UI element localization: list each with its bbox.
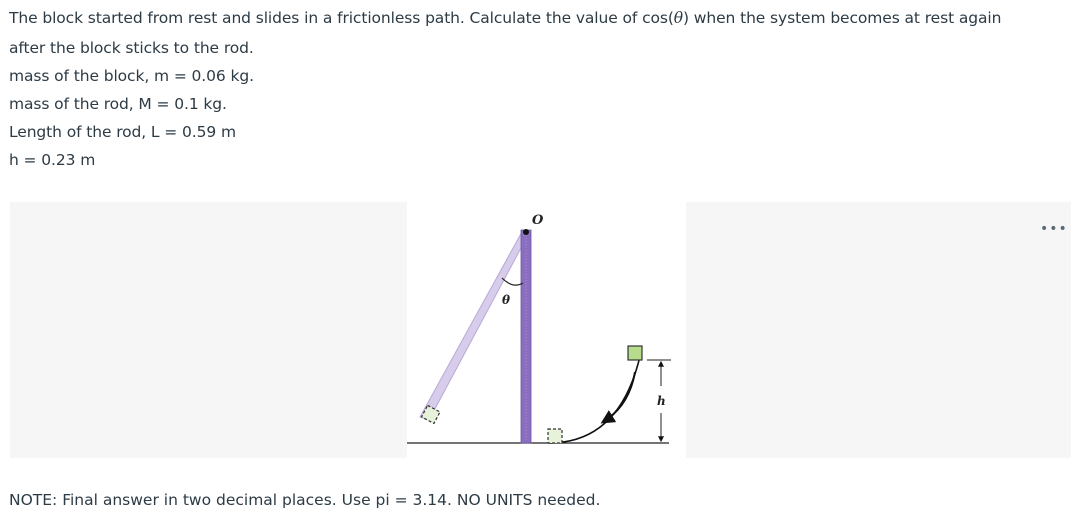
image-panel-left	[10, 202, 407, 458]
vertical-rod	[521, 230, 531, 443]
physics-figure	[407, 200, 686, 460]
note-text: NOTE: Final answer in two decimal places. Use pi = 3.14. NO UNITS needed.	[9, 491, 601, 509]
question-text-1b: ) when the system becomes at rest again	[683, 9, 1002, 27]
block-bottom-ghost	[548, 429, 562, 443]
question-text-1a: The block started from rest and slides in a frictionless path. Calculate the value of cos(	[9, 9, 674, 27]
height-label: h	[657, 394, 666, 408]
rod-length-line: Length of the rod, L = 0.59 m	[9, 123, 236, 141]
block-mass-line: mass of the block, m = 0.06 kg.	[9, 67, 254, 85]
more-options-icon[interactable]: •••	[1040, 221, 1068, 237]
block-on-rod-ghost	[422, 405, 440, 423]
image-panel-right	[686, 202, 1071, 458]
question-line-2: after the block sticks to the rod.	[9, 39, 254, 57]
angle-label: θ	[502, 293, 511, 307]
motion-arrow	[603, 372, 635, 422]
pivot-point	[523, 229, 529, 235]
question-line-1	[9, 8, 1001, 28]
figure-svg	[407, 200, 686, 460]
pivot-label: O	[532, 213, 544, 228]
theta-symbol: θ	[673, 9, 684, 27]
swung-rod	[420, 230, 529, 420]
angle-arc	[502, 278, 523, 285]
rod-mass-line: mass of the rod, M = 0.1 kg.	[9, 95, 227, 113]
height-line: h = 0.23 m	[9, 151, 96, 169]
block-start	[628, 346, 642, 360]
